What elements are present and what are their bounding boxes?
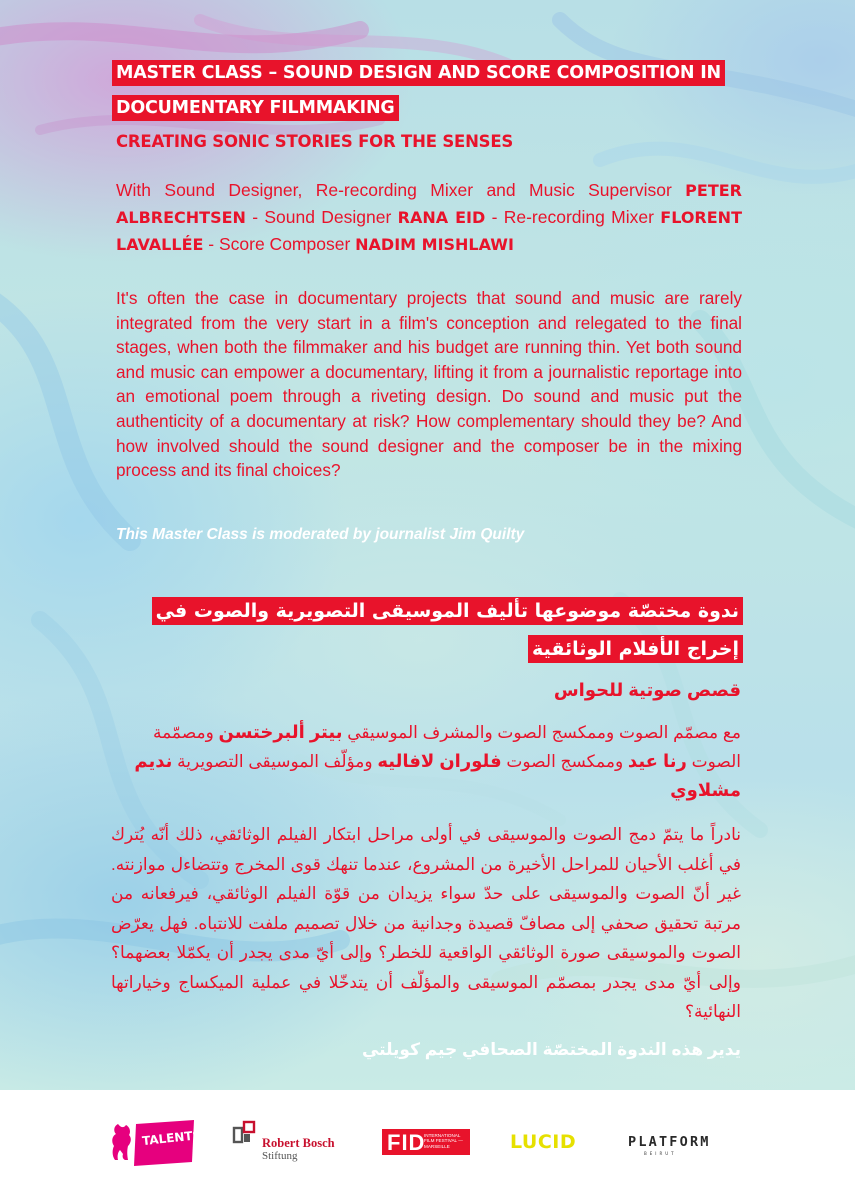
fid-logo-subtext: INTERNATIONAL FILM FESTIVAL — MARSEILLE bbox=[424, 1133, 463, 1149]
arabic-credit-name-florent: فلوران لافاليه bbox=[377, 751, 502, 771]
arabic-credits-intro: مع مصمّم الصوت وممكسج الصوت والمشرف الموسيقي bbox=[342, 723, 741, 742]
arabic-credit-name-nadim: نديم مشلاوي bbox=[134, 751, 741, 800]
arabic-description: نادراً ما يتمّ دمج الصوت والموسيقى في أولى مراحل ابتكار الفيلم الوثائقي، ذلك أنّه يُترك في أغلب الأحيان للمراحل الأخيرة من المشروع، عندما تنهك قوى المخرج وتتضاءل موازنته. غير أنّ الصوت والموسيقى على حدّ سواء يزيدان من قوّة الفيلم الوثائقي، فيرفعانه من مرتبة تحقيق صحفي إلى مصافّ قصيدة وجدانية من خلال تصميم ملفت للانتباه. فهل يعرّض الصوت والموسيقى صورة الوثائقي الواقعية للخطر؟ وإلى أيّ مدى يجدر أن يكمّلا بعضهما؟ وإلى أيّ مدى يجدر بمصمّم الموسيقى والمؤلّف أن يتدخّلا في عملية الميكساج وخياراتها النهائية؟ bbox=[111, 825, 741, 1021]
credit-name-nadim: NADIM MISHLAWI bbox=[355, 235, 514, 254]
arabic-credit-name-peter: بيتر ألبرختسن bbox=[218, 722, 343, 742]
english-subtitle: CREATING SONIC STORIES FOR THE SENSES bbox=[116, 132, 514, 151]
credit-name-rana: RANA EID bbox=[397, 208, 486, 227]
credit-role-composer: - Score Composer bbox=[203, 234, 356, 254]
platform-beirut-logo: PLATFORM bbox=[628, 1134, 711, 1150]
english-title-line2: DOCUMENTARY FILMMAKING bbox=[112, 95, 399, 121]
arabic-subtitle: قصص صوتية للحواس bbox=[553, 680, 741, 700]
robert-bosch-logo-name: Robert Bosch bbox=[262, 1136, 335, 1150]
english-moderator: This Master Class is moderated by journalist Jim Quilty bbox=[116, 526, 525, 543]
platform-logo-subtext: BEIRUT bbox=[644, 1151, 677, 1156]
credit-role-mixer: - Re-recording Mixer bbox=[485, 207, 661, 227]
arabic-credit-name-rana: رنا عيد bbox=[627, 751, 687, 771]
credits-intro: With Sound Designer, Re-recording Mixer and Music Supervisor bbox=[116, 180, 686, 200]
arabic-credits bbox=[111, 718, 741, 805]
english-description: It's often the case in documentary projects that sound and music are rarely integrated from the very start in a film's conception and relegated to the final stages, when both the filmmaker and his budget are running thin. Yet both sound and music can empower a documentary, lifting it from a journalistic reportage into an emotional poem through a riveting design. Do sound and music put the authenticity of a documentary at risk? How complementary should they be? And how involved should the sound designer and the composer be in the mixing process and its final choices? bbox=[116, 288, 742, 481]
robert-bosch-logo-stiftung: Stiftung bbox=[262, 1150, 298, 1162]
arabic-title-line1: ندوة مختصّة موضوعها تأليف الموسيقى التصويرية والصوت في bbox=[152, 597, 743, 625]
talents-logo-text: TALENTS bbox=[141, 1127, 202, 1149]
robert-bosch-mark-icon bbox=[232, 1120, 258, 1144]
credit-name-florent: FLORENT LAVALLÉE bbox=[116, 208, 742, 254]
arabic-title-line2: إخراج الأفلام الوثائقية bbox=[528, 635, 743, 663]
english-title bbox=[112, 56, 752, 126]
arabic-credit-role-mixer: وممكسج الصوت bbox=[501, 752, 628, 771]
arabic-credit-role-sound-designer: ومصمّمة الصوت bbox=[152, 723, 741, 771]
english-title-line1: MASTER CLASS – SOUND DESIGN AND SCORE COMPOSITION IN bbox=[112, 60, 725, 86]
credit-role-sound-designer: - Sound Designer bbox=[245, 207, 398, 227]
lucid-logo: LUCID bbox=[510, 1131, 577, 1153]
arabic-title bbox=[123, 592, 743, 668]
credit-name-peter: PETER ALBRECHTSEN bbox=[116, 181, 742, 227]
arabic-credit-role-composer: ومؤلّف الموسيقى التصويرية bbox=[172, 752, 378, 771]
fid-logo-text: FID bbox=[387, 1130, 426, 1155]
arabic-moderator: يدير هذه الندوة المختصّة الصحافي جيم كويلتي bbox=[361, 1040, 741, 1059]
english-credits bbox=[116, 177, 742, 258]
